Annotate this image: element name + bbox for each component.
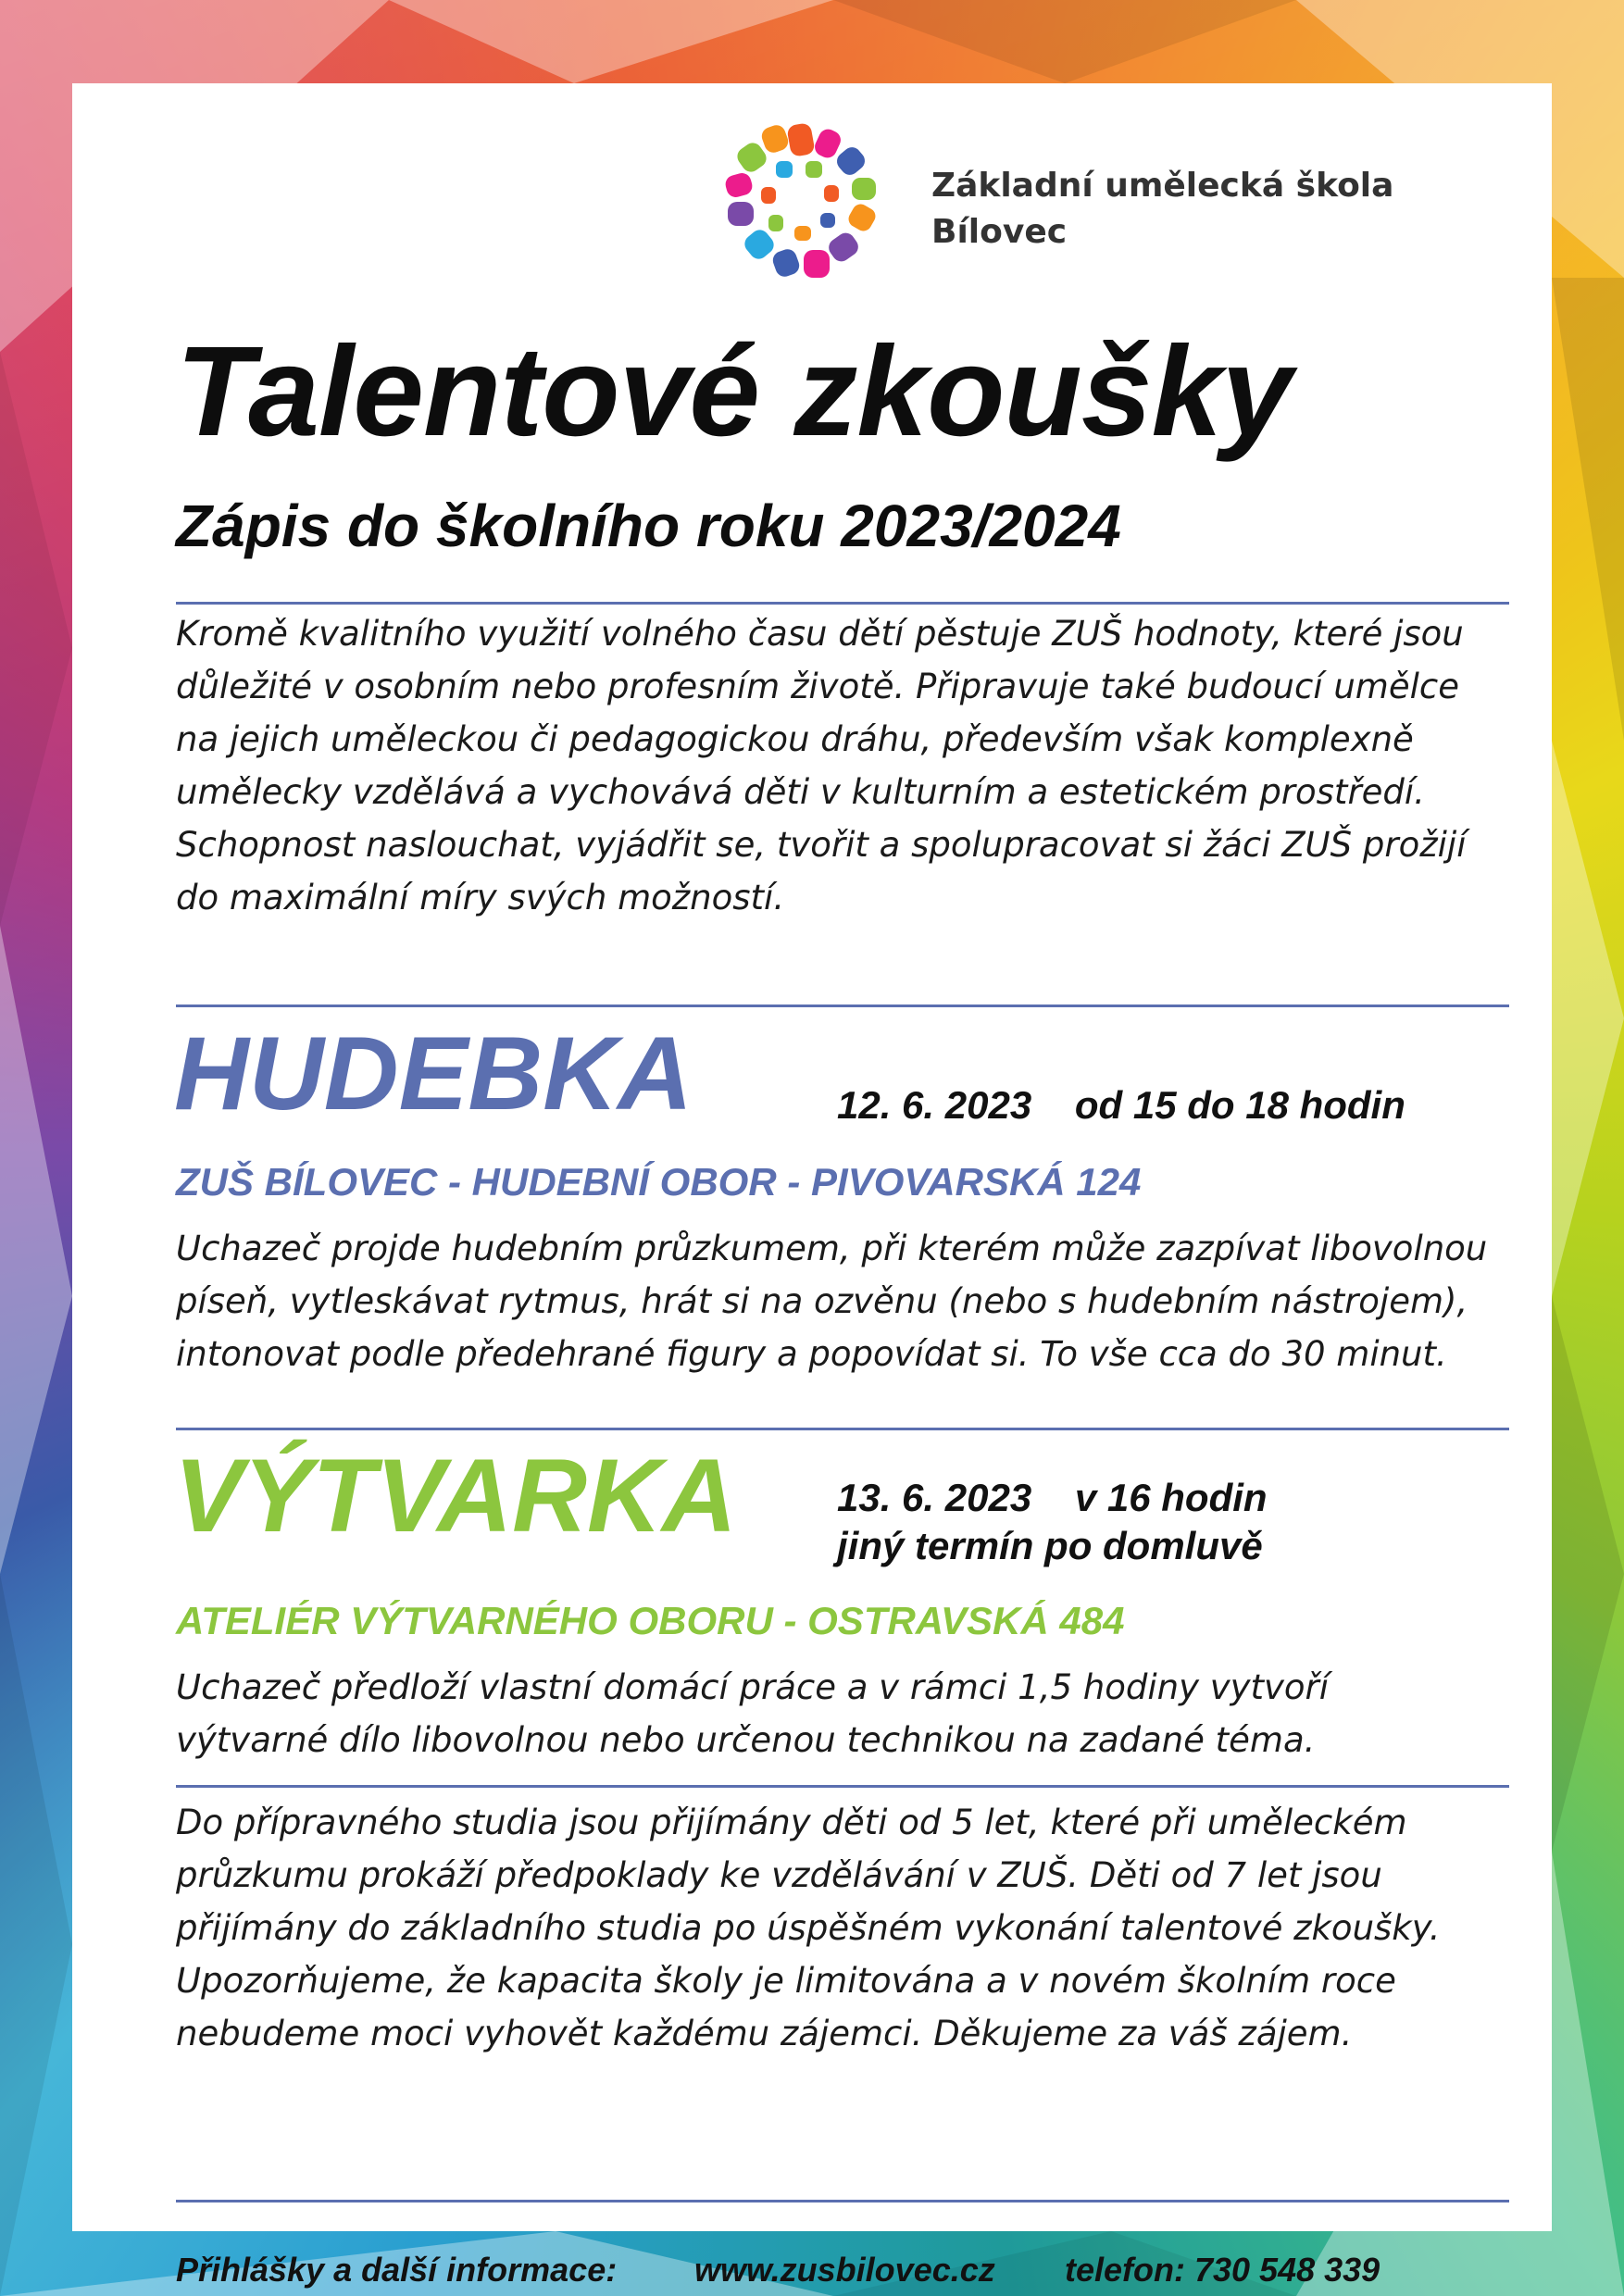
divider	[176, 1428, 1509, 1430]
school-name-line2: Bílovec	[931, 213, 1068, 251]
footer-phone[interactable]: telefon: 730 548 339	[1065, 2251, 1380, 2289]
art-date-time: 13. 6. 2023 v 16 hodin	[837, 1476, 1268, 1519]
school-name-line1: Základní umělecká škola	[931, 167, 1394, 205]
music-section-title: HUDEBKA	[174, 1016, 693, 1131]
divider	[176, 1785, 1509, 1788]
page-title: Talentové zkoušky	[176, 320, 1292, 463]
music-date-time: 12. 6. 2023 od 15 do 18 hodin	[837, 1083, 1405, 1127]
footer-label: Přihlášky a další informace:	[176, 2251, 618, 2289]
intro-paragraph: Kromě kvalitního využití volného času dětí pěstuje ZUŠ hodnoty, které jsou důležité v osobním nebo profesním životě. Připravuje také budoucí umělce na jejich uměleckou či pedagogickou dráhu, především však komplexně umělecky vzdělává a vychovává děti v kulturním a estetickém prostředí. Schopnost naslouchat, vyjádřit se, tvořit a spolupracovat si žáci ZUŠ prožijí do maximální míry svých možností.	[176, 614, 1467, 917]
divider	[176, 602, 1509, 605]
art-alternative-term: jiný termín po domluvě	[837, 1524, 1263, 1567]
art-section-title: VÝTVARKA	[174, 1438, 737, 1554]
page-subtitle: Zápis do školního roku 2023/2024	[176, 493, 1121, 559]
school-name	[931, 163, 1393, 256]
footer-website-link[interactable]: www.zusbilovec.cz	[694, 2251, 995, 2289]
footer-contact	[176, 2248, 1509, 2292]
music-location: ZUŠ BÍLOVEC - HUDEBNÍ OBOR - PIVOVARSKÁ 124	[176, 1160, 1142, 1204]
art-location: ATELIÉR VÝTVARNÉHO OBORU - OSTRAVSKÁ 484	[176, 1599, 1125, 1642]
admission-paragraph: Do přípravného studia jsou přijímány děti od 5 let, které při uměleckém průzkumu prokáží předpoklady ke vzdělávání v ZUŠ. Děti od 7 let jsou přijímány do základního studia po úspěšném vykonání talentové zkoušky. Upozorňujeme, že kapacita školy je limitována a v novém školním roce nebudeme moci vyhovět každému zájemci. Děkujeme za váš zájem.	[176, 1803, 1441, 2053]
colorful-circle-logo-icon	[720, 120, 883, 283]
divider	[176, 2200, 1509, 2202]
content-panel	[72, 83, 1552, 2289]
divider	[176, 1004, 1509, 1007]
music-description: Uchazeč projde hudebním průzkumem, při kterém může zazpívat libovolnou píseň, vytleskávat rytmus, hrát si na ozvěnu (nebo s hudebním nástrojem), intonovat podle předehrané figury a popovídat si. To vše cca do 30 minut.	[176, 1229, 1488, 1374]
art-description: Uchazeč předloží vlastní domácí práce a v rámci 1,5 hodiny vytvoří výtvarné dílo libovolnou nebo určenou technikou na zadané téma.	[176, 1667, 1330, 1760]
